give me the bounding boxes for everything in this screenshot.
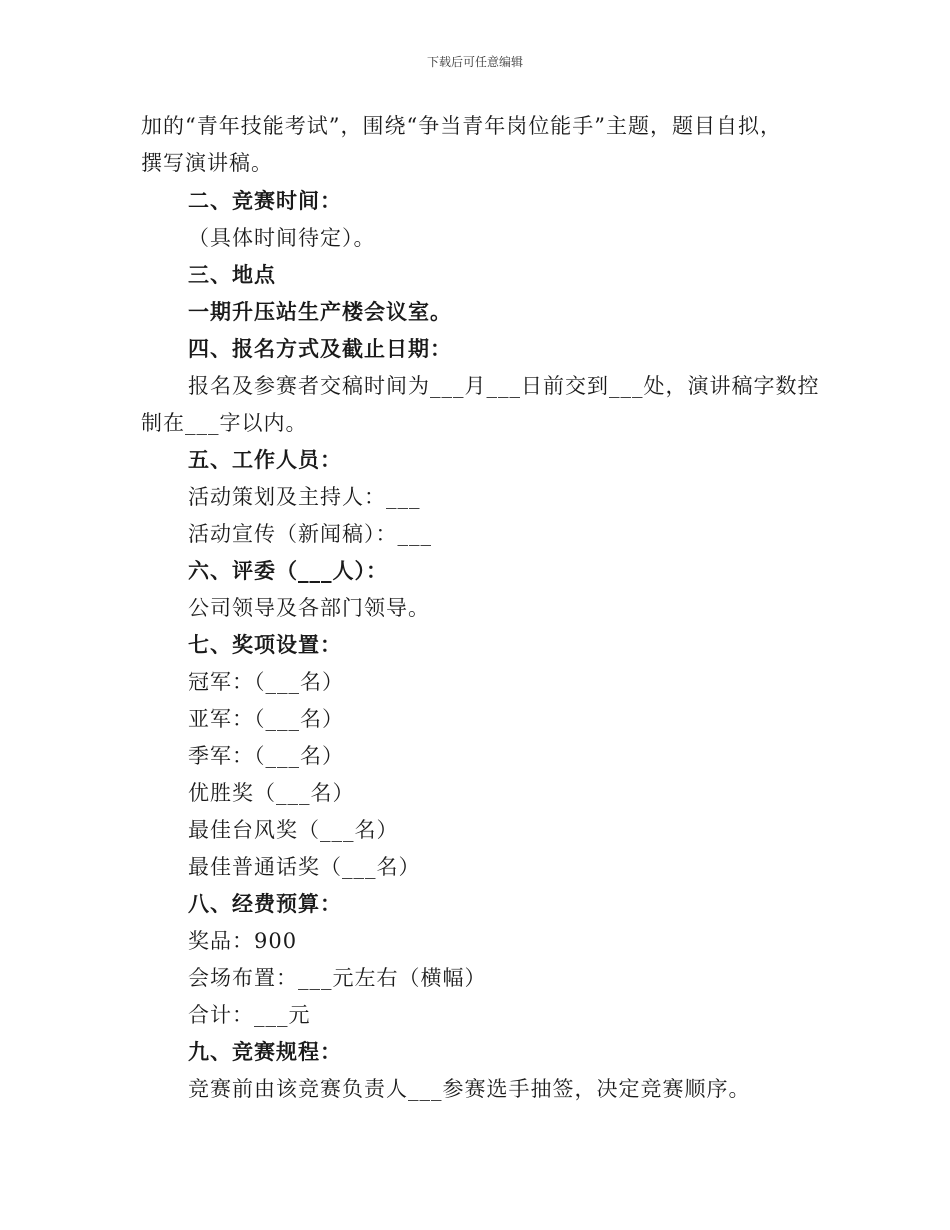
section-3-heading: 三、地点 (188, 262, 276, 287)
award-item: 冠军：（___名） (188, 670, 344, 694)
award-item: 优胜奖（___名） (188, 781, 355, 805)
intro-line-1: 加的“青年技能考试”，围绕“争当青年岗位能手”主题，题目自拟， (141, 114, 782, 138)
section-3-text: 一期升压站生产楼会议室。 (188, 299, 452, 324)
section-7-heading: 七、奖项设置： (188, 632, 342, 657)
section-9-heading: 九、竞赛规程： (188, 1039, 342, 1064)
award-item: 亚军：（___名） (188, 707, 344, 731)
award-item: 最佳普通话奖（___名） (188, 855, 421, 879)
page-header-note: 下载后可任意编辑 (426, 55, 523, 69)
section-2-heading: 二、竞赛时间： (188, 188, 342, 213)
award-item: 最佳台风奖（___名） (188, 818, 399, 842)
section-4-line-2: 制在___字以内。 (141, 411, 308, 435)
section-6-heading: 六、评委（___人）： (188, 558, 388, 583)
section-5-item: 活动策划及主持人：___ (188, 485, 421, 509)
section-5-heading: 五、工作人员： (188, 447, 342, 472)
budget-venue: 会场布置：___元左右（横幅） (188, 966, 487, 990)
budget-total: 合计：___元 (188, 1003, 311, 1027)
section-4-heading: 四、报名方式及截止日期： (188, 336, 452, 361)
section-9-text: 竞赛前由该竞赛负责人___参赛选手抽签，决定竞赛顺序。 (188, 1077, 751, 1101)
section-2-text: （具体时间待定）。 (188, 226, 376, 250)
intro-line-2: 撰写演讲稿。 (141, 151, 273, 175)
section-5-item: 活动宣传（新闻稿）：___ (188, 522, 432, 546)
award-item: 季军：（___名） (188, 744, 344, 768)
section-4-line-1: 报名及参赛者交稿时间为___月___日前交到___处，演讲稿字数控 (188, 374, 820, 398)
section-8-heading: 八、经费预算： (188, 891, 342, 916)
section-6-text: 公司领导及各部门领导。 (188, 596, 430, 620)
budget-prizes: 奖品：900 (188, 929, 298, 953)
